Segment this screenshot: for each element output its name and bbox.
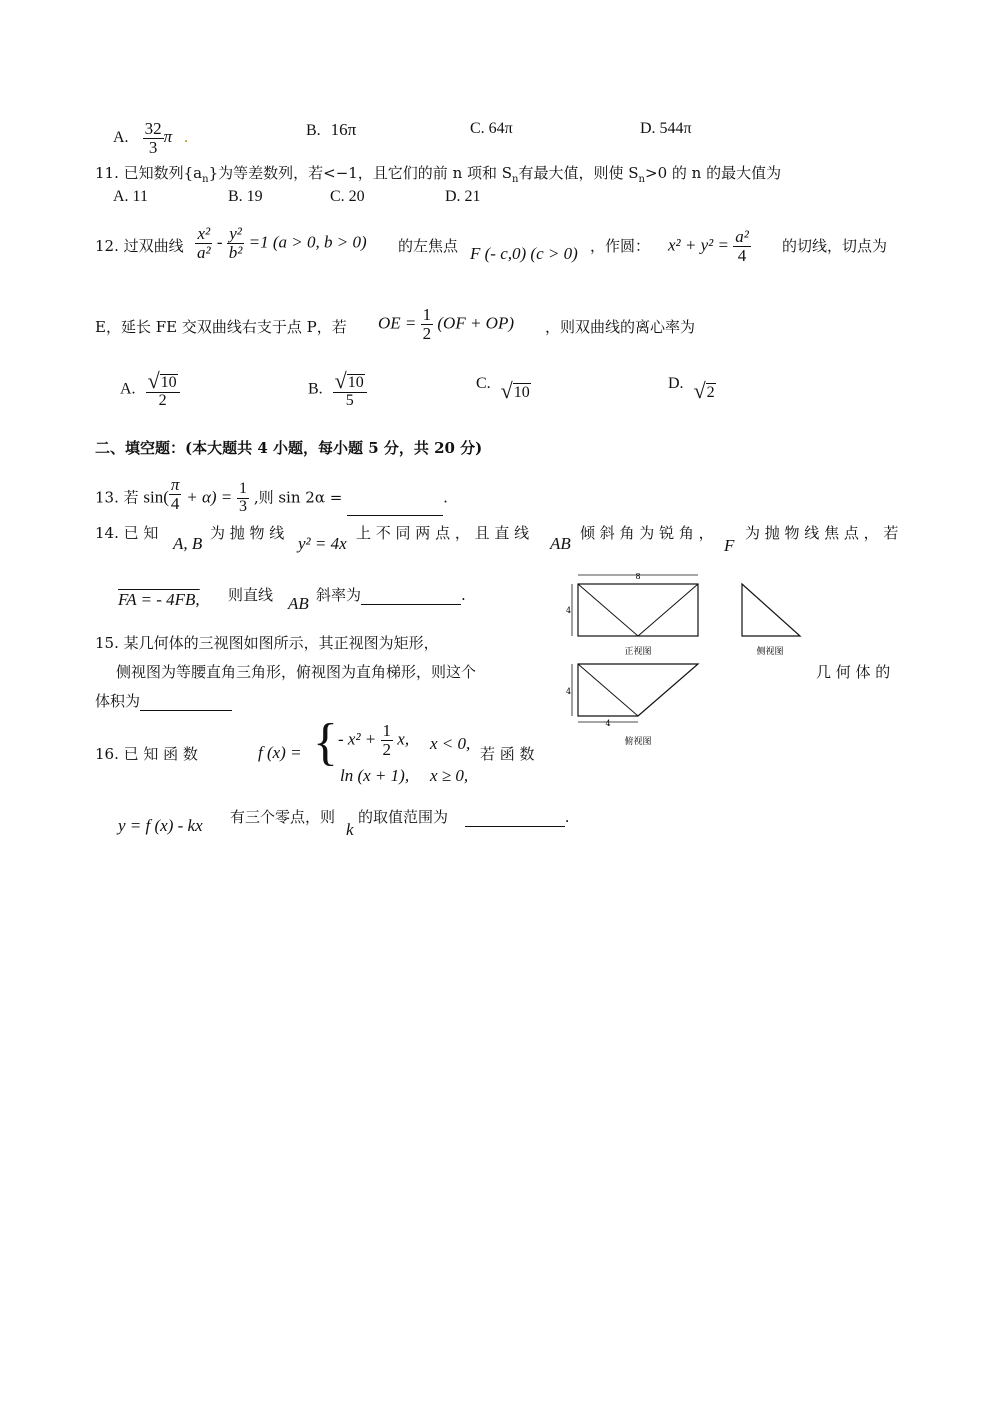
q14-f: F — [724, 536, 735, 555]
q12-vec-left: OE = — [378, 313, 417, 333]
q12-frac-y-den: b² — [228, 242, 243, 262]
question-11-stem — [95, 162, 781, 185]
q16-half — [381, 722, 394, 759]
q16-prefix: 16. 已 知 函 数 — [95, 745, 198, 763]
q13-pi-den: 4 — [170, 493, 180, 513]
q15-line2-right: 几 何 体 的 — [816, 663, 891, 681]
q10-option-b-value: 16π — [330, 120, 357, 139]
q12-d-sqrt: √ 2 — [693, 378, 715, 403]
q13-sin: sin( — [143, 487, 169, 507]
q12-a-label: A. — [120, 380, 136, 398]
top-view-caption: 俯视图 — [624, 737, 652, 747]
q12-option-c — [476, 370, 531, 403]
front-diag-left — [578, 584, 638, 636]
q12-tail: 的切线，切点为 — [782, 237, 888, 255]
q12-circle-left: x² + y² = — [668, 235, 729, 255]
q13-pi-num: π — [170, 474, 180, 494]
q12-option-d — [668, 370, 716, 403]
q12-option-b — [308, 370, 367, 410]
q16-case1 — [338, 722, 409, 759]
q13-end: . — [443, 488, 448, 507]
q10-option-c: C. 64π — [470, 120, 513, 137]
side-triangle — [742, 584, 800, 636]
top-width-label: 4 — [605, 719, 611, 728]
q13-plus-alpha: + α) = — [186, 487, 233, 507]
q10-a-den: 3 — [148, 137, 158, 157]
q10-option-d: D. 544π — [640, 120, 692, 137]
q16-equation: y = f (x) - kx — [118, 816, 203, 835]
q16-fx: f (x) = — [258, 743, 302, 762]
q16-answer-blank[interactable] — [465, 812, 565, 827]
front-view-caption: 正视图 — [624, 647, 652, 657]
q12-half — [421, 306, 434, 343]
q14-ab3: AB — [288, 594, 309, 613]
q12-b-frac — [333, 370, 367, 410]
q12-b-sqrt: √ 10 — [333, 370, 367, 393]
q16-half-num: 1 — [382, 721, 392, 740]
front-width-label: 8 — [635, 572, 641, 581]
q11-option-d: D. 21 — [445, 188, 481, 205]
q14-vector: FA = - 4FB, — [118, 590, 200, 609]
question-13 — [95, 474, 448, 516]
q14-l2b-text: 斜率为 — [316, 586, 362, 604]
q12-option-a — [120, 370, 180, 410]
q16-cond2: x ≥ 0, — [430, 766, 469, 785]
q10-option-a — [113, 120, 188, 157]
q12-frac-x — [195, 225, 213, 262]
q16-l2a: 有三个零点，则 — [230, 808, 336, 826]
q16-case1b: x, — [397, 729, 410, 749]
q11-option-b: B. 19 — [228, 188, 263, 205]
q12-a-frac — [146, 370, 180, 410]
q12-d-label: D. — [668, 375, 684, 392]
q13-third — [237, 481, 249, 516]
q11-sub-n3: n — [638, 174, 645, 185]
q13-prefix: 13. 若 — [95, 488, 139, 507]
q14-text1: 为 抛 物 线 — [210, 524, 285, 542]
q12-circle-equation — [668, 228, 751, 265]
q15-line1: 15. 某几何体的三视图如图所示，其正视图为矩形， — [95, 634, 439, 652]
q14-text4: 为 抛 物 线 焦 点 ， 若 — [745, 524, 899, 542]
q16-cond1: x < 0, — [430, 734, 471, 753]
q11-sub-n: n — [202, 174, 209, 185]
q12-circle-frac — [733, 228, 751, 265]
q14-ab2: AB — [550, 534, 571, 553]
q11-text-b: }为等差数列，若<−1，且它们的前 n 项和 S — [208, 164, 513, 182]
q13-one-den: 3 — [239, 497, 248, 515]
q16-l2b-text: 的取值范围为 — [358, 808, 449, 826]
q12-circle-den: 4 — [737, 245, 747, 265]
q13-pi-frac — [169, 476, 182, 513]
q13-answer-blank[interactable] — [347, 501, 443, 516]
top-view — [566, 664, 698, 747]
q14-end: . — [461, 586, 466, 604]
q12-frac-y — [227, 225, 245, 262]
q12-half-num: 1 — [422, 305, 432, 324]
q14-ab: A, B — [173, 534, 203, 553]
q14-parabola: y² = 4x — [298, 534, 347, 553]
q15-line2: 侧视图为等腰直角三角形，俯视图为直角梯形，则这个 — [116, 663, 477, 681]
q12-line2b: ，则双曲线的离心率为 — [545, 318, 696, 336]
q12-hyperbola-equation — [195, 225, 367, 262]
q10-a-num: 32 — [144, 119, 162, 138]
q12-b-rad: 10 — [347, 374, 364, 392]
q11-option-a: A. 11 — [113, 188, 148, 205]
q11-text-a: 11. 已知数列{a — [95, 164, 203, 182]
q16-brace: { — [313, 714, 338, 771]
q12-vec-right: (OF + OP) — [437, 313, 515, 333]
q16-k: k — [346, 820, 354, 839]
q12-half-den: 2 — [422, 323, 432, 343]
front-view — [566, 572, 698, 657]
front-height-label: 4 — [566, 606, 572, 615]
q12-eq-tail: =1 (a > 0, b > 0) — [248, 232, 367, 252]
q12-focus: F (- c,0) (c > 0) — [470, 244, 578, 263]
top-height-label: 4 — [566, 687, 572, 696]
three-view-figure — [560, 570, 820, 760]
section-2-heading: 二、填空题：(本大题共 4 小题，每小题 5 分，共 20 分) — [95, 439, 483, 457]
side-view-caption: 侧视图 — [756, 647, 784, 657]
q14-l2b — [316, 584, 466, 605]
q12-minus: - — [216, 232, 223, 252]
q12-a-den: 2 — [158, 392, 167, 409]
q12-d-rad: 2 — [706, 384, 715, 401]
q10-option-a-fraction — [143, 120, 164, 157]
q14-l2a: 则直线 — [228, 586, 274, 604]
q12-mid2: ，作圆： — [590, 237, 651, 255]
q12-a-rad: 10 — [160, 374, 177, 392]
front-rectangle — [578, 584, 698, 636]
q12-vector-equation — [378, 306, 514, 343]
q10-option-b — [306, 120, 356, 140]
q16-l2b — [358, 806, 570, 827]
q11-text-c: 有最大值，则使 S — [518, 164, 639, 182]
q12-b-label: B. — [308, 380, 323, 398]
q12-line2a: E，延长 FE 交双曲线右支于点 P，若 — [95, 318, 347, 336]
q15-answer-blank[interactable] — [140, 696, 232, 711]
top-trapezoid — [578, 664, 698, 716]
q14-text2: 上 不 同 两 点 ， 且 直 线 — [356, 524, 530, 542]
q12-frac-x-num: x² — [197, 224, 211, 243]
q11-sub-n2: n — [512, 174, 519, 185]
q12-c-rad: 10 — [513, 384, 530, 401]
q12-a-sqrt: √ 10 — [146, 370, 180, 393]
q14-answer-blank[interactable] — [361, 590, 461, 605]
q13-tail: ,则 sin 2α = — [253, 488, 343, 507]
front-diag-right — [638, 584, 698, 636]
q16-end: . — [564, 808, 570, 826]
q12-frac-x-den: a² — [197, 242, 211, 262]
q12-mid: 的左焦点 — [398, 237, 459, 255]
q10-a-pi: π — [163, 127, 173, 147]
q12-prefix: 12. 过双曲线 — [95, 237, 184, 255]
q11-text-d: >0 的 n 的最大值为 — [645, 164, 782, 182]
q12-c-sqrt: √ 10 — [500, 378, 530, 403]
q11-option-c: C. 20 — [330, 188, 365, 205]
q16-tail: 若 函 数 — [480, 745, 535, 763]
q12-b-den: 5 — [345, 392, 354, 409]
side-view — [742, 584, 800, 657]
q16-case1a: - x² + — [338, 729, 377, 749]
q14-text3: 倾 斜 角 为 锐 角 ， — [580, 524, 714, 542]
q12-frac-y-num: y² — [229, 224, 242, 243]
q10-a-dot: . — [184, 129, 189, 147]
q16-half-den: 2 — [382, 739, 392, 759]
q16-case2: ln (x + 1), — [340, 766, 410, 785]
q12-c-label: C. — [476, 375, 491, 392]
q15-line3 — [95, 690, 232, 711]
q15-line3-text: 体积为 — [95, 692, 141, 710]
q13-one-num: 1 — [239, 480, 248, 497]
top-diagonal — [578, 664, 638, 716]
q12-circle-num: a² — [735, 227, 749, 246]
q10-option-b-label: B. — [306, 122, 321, 139]
q14-prefix: 14. 已 知 — [95, 524, 159, 542]
q10-option-a-label: A. — [113, 129, 129, 147]
